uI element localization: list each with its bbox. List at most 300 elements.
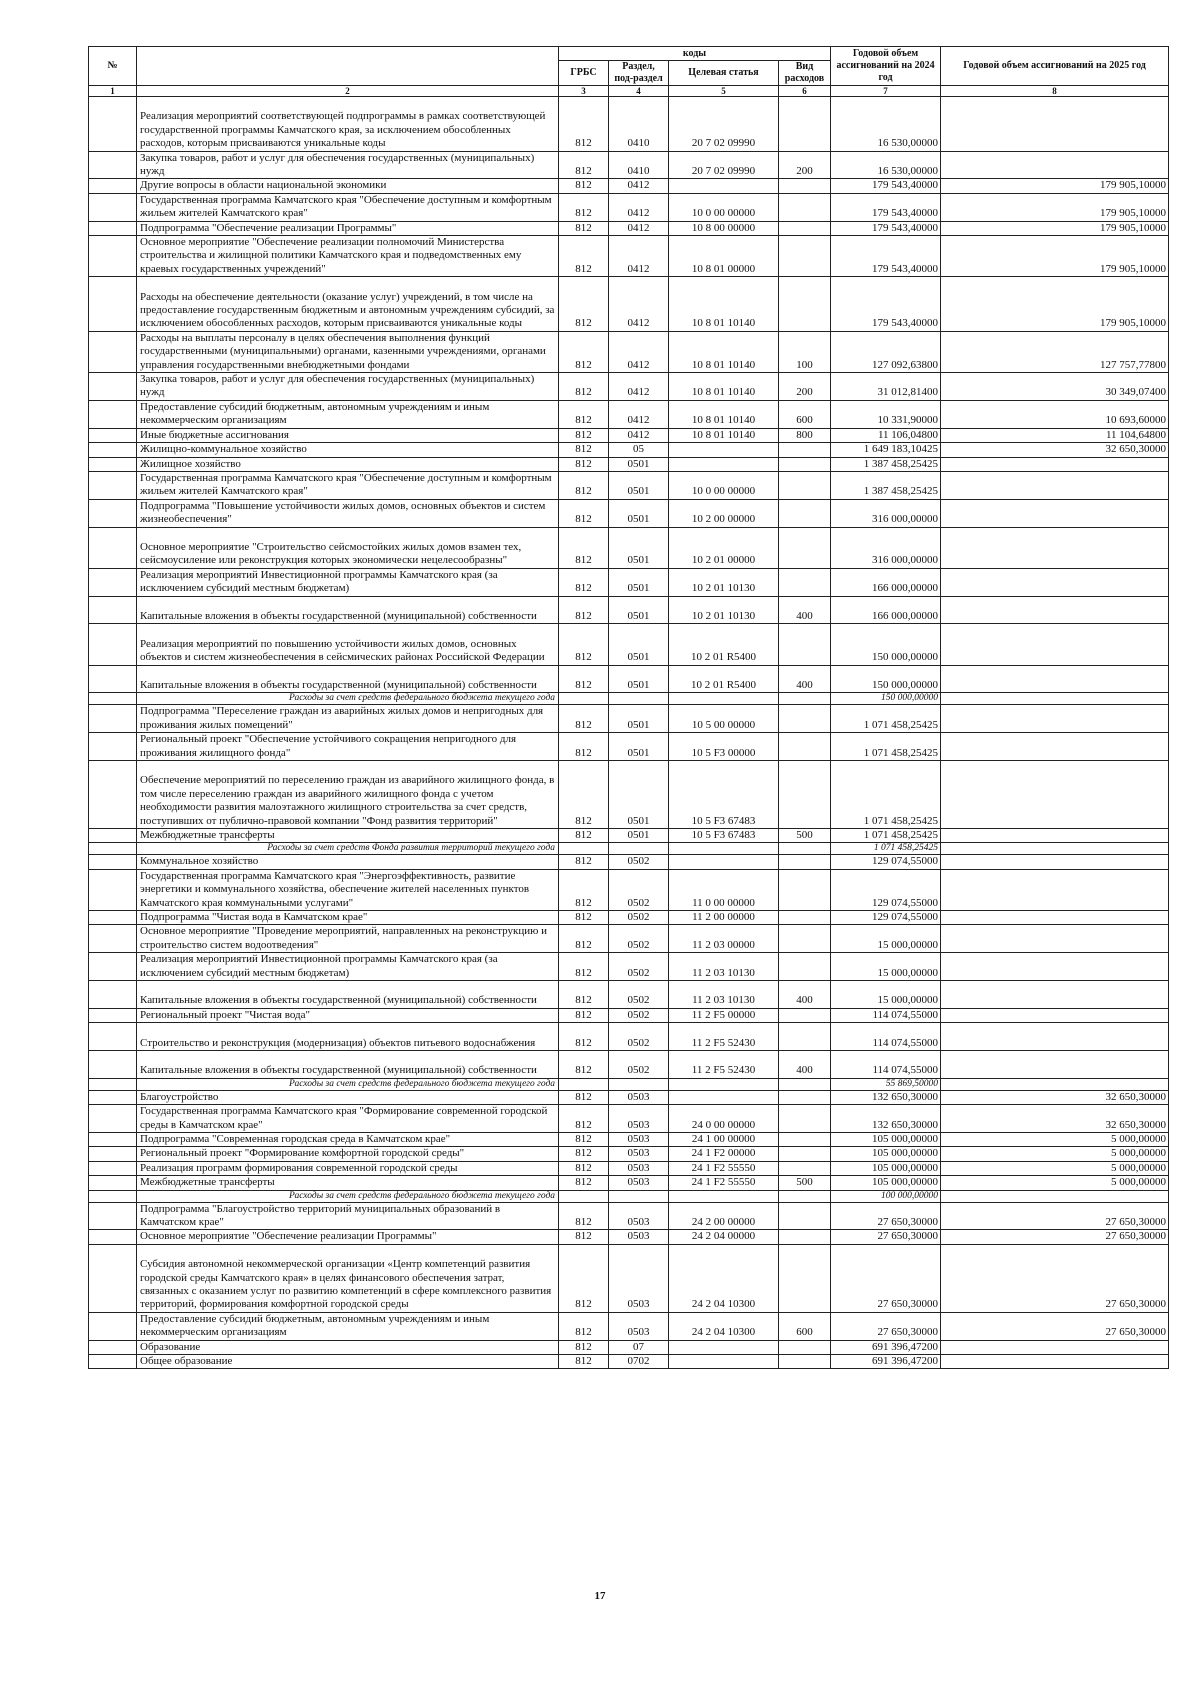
cell-num xyxy=(89,1190,137,1202)
column-numbers-row xyxy=(89,86,1169,97)
table-row xyxy=(89,1340,1169,1354)
cell-y2025: 179 905,10000 xyxy=(941,277,1169,332)
table-row xyxy=(89,705,1169,733)
cell-section: 0501 xyxy=(609,568,669,596)
cell-num xyxy=(89,331,137,372)
cell-y2025 xyxy=(941,981,1169,1009)
cell-target: 24 2 04 00000 xyxy=(669,1230,779,1244)
cell-y2024: 27 650,30000 xyxy=(831,1202,941,1230)
table-row xyxy=(89,443,1169,457)
cell-section: 0502 xyxy=(609,1023,669,1051)
cell-exptype: 400 xyxy=(779,981,831,1009)
cell-num xyxy=(89,828,137,842)
cell-grbs: 812 xyxy=(559,1105,609,1133)
table-row xyxy=(89,193,1169,221)
cell-num xyxy=(89,1051,137,1079)
cell-name: Строительство и реконструкция (модернизация) объектов питьевого водоснабжения xyxy=(137,1023,559,1051)
cell-num xyxy=(89,179,137,193)
table-row xyxy=(89,277,1169,332)
cell-num xyxy=(89,1008,137,1022)
cell-num xyxy=(89,665,137,693)
cell-y2024: 166 000,00000 xyxy=(831,596,941,624)
cell-grbs: 812 xyxy=(559,179,609,193)
cell-name: Субсидия автономной некоммерческой организации «Центр компетенций развития городской среды Камчатского края» в целях финансового обеспечения затрат, связанных с оказанием услуг по развитию компетенций в сфере комплексного развития территорий, формирования комфортной городской среды xyxy=(137,1244,559,1312)
cell-num xyxy=(89,910,137,924)
col-2025-header: Годовой объем ассигнований на 2025 год xyxy=(941,47,1169,86)
col-target-header: Целевая статья xyxy=(669,61,779,86)
table-row xyxy=(89,925,1169,953)
cell-y2024: 179 543,40000 xyxy=(831,193,941,221)
table-row xyxy=(89,499,1169,527)
cell-y2025 xyxy=(941,1355,1169,1369)
cell-y2024: 129 074,55000 xyxy=(831,869,941,910)
column-number: 4 xyxy=(609,86,669,97)
cell-y2024: 150 000,00000 xyxy=(831,624,941,665)
cell-exptype xyxy=(779,443,831,457)
cell-num xyxy=(89,1090,137,1104)
cell-target: 10 2 01 10130 xyxy=(669,596,779,624)
budget-sheet xyxy=(88,46,1168,1369)
cell-y2025: 11 104,64800 xyxy=(941,428,1169,442)
cell-section: 0501 xyxy=(609,665,669,693)
cell-y2025 xyxy=(941,665,1169,693)
cell-num xyxy=(89,869,137,910)
cell-target: 24 2 04 10300 xyxy=(669,1312,779,1340)
cell-name: Предоставление субсидий бюджетным, автономным учреждениям и иным некоммерческим организациям xyxy=(137,400,559,428)
cell-y2024: 127 092,63800 xyxy=(831,331,941,372)
cell-target: 10 2 01 R5400 xyxy=(669,624,779,665)
cell-y2025: 179 905,10000 xyxy=(941,236,1169,277)
cell-num xyxy=(89,760,137,828)
table-row xyxy=(89,471,1169,499)
cell-section: 0502 xyxy=(609,869,669,910)
cell-exptype xyxy=(779,179,831,193)
cell-grbs: 812 xyxy=(559,457,609,471)
cell-grbs: 812 xyxy=(559,925,609,953)
column-number: 2 xyxy=(137,86,559,97)
cell-num xyxy=(89,236,137,277)
cell-exptype: 100 xyxy=(779,331,831,372)
cell-grbs: 812 xyxy=(559,97,609,152)
note-row xyxy=(89,1190,1169,1202)
cell-y2025 xyxy=(941,828,1169,842)
cell-grbs xyxy=(559,693,609,705)
cell-y2025: 30 349,07400 xyxy=(941,373,1169,401)
cell-target xyxy=(669,693,779,705)
cell-y2025 xyxy=(941,568,1169,596)
cell-y2025 xyxy=(941,499,1169,527)
cell-exptype xyxy=(779,568,831,596)
cell-target xyxy=(669,843,779,855)
cell-y2025: 27 650,30000 xyxy=(941,1312,1169,1340)
cell-y2025 xyxy=(941,843,1169,855)
cell-num xyxy=(89,843,137,855)
cell-target: 10 5 F3 67483 xyxy=(669,760,779,828)
cell-y2024: 27 650,30000 xyxy=(831,1230,941,1244)
cell-y2024: 179 543,40000 xyxy=(831,179,941,193)
cell-y2025 xyxy=(941,97,1169,152)
cell-target: 24 1 F2 55550 xyxy=(669,1176,779,1190)
cell-grbs: 812 xyxy=(559,400,609,428)
cell-y2025 xyxy=(941,1051,1169,1079)
table-row xyxy=(89,1133,1169,1147)
cell-exptype xyxy=(779,1090,831,1104)
cell-section: 0412 xyxy=(609,221,669,235)
cell-num xyxy=(89,1202,137,1230)
cell-exptype xyxy=(779,1147,831,1161)
cell-y2024: 316 000,00000 xyxy=(831,527,941,568)
cell-name: Основное мероприятие "Проведение мероприятий, направленных на реконструкцию и строительство систем водоотведения" xyxy=(137,925,559,953)
cell-target: 24 1 F2 00000 xyxy=(669,1147,779,1161)
cell-exptype: 400 xyxy=(779,1051,831,1079)
cell-exptype xyxy=(779,1244,831,1312)
cell-target: 11 2 03 10130 xyxy=(669,953,779,981)
cell-y2025 xyxy=(941,910,1169,924)
cell-y2025 xyxy=(941,151,1169,179)
cell-exptype xyxy=(779,236,831,277)
table-row xyxy=(89,1090,1169,1104)
cell-target: 10 2 01 R5400 xyxy=(669,665,779,693)
cell-grbs: 812 xyxy=(559,596,609,624)
cell-exptype xyxy=(779,1340,831,1354)
table-row xyxy=(89,760,1169,828)
note-row xyxy=(89,1078,1169,1090)
cell-y2024: 316 000,00000 xyxy=(831,499,941,527)
col-section-header: Раздел, под-раздел xyxy=(609,61,669,86)
cell-y2024: 150 000,00000 xyxy=(831,693,941,705)
cell-y2025 xyxy=(941,705,1169,733)
cell-y2025: 32 650,30000 xyxy=(941,1090,1169,1104)
table-row xyxy=(89,151,1169,179)
cell-name: Основное мероприятие "Обеспечение реализации полномочий Министерства строительства и жилищной политики Камчатского края и подведомственных ему краевых государственных учреждений" xyxy=(137,236,559,277)
cell-name: Государственная программа Камчатского края "Обеспечение доступным и комфортным жильем жителей Камчатского края" xyxy=(137,471,559,499)
cell-grbs: 812 xyxy=(559,1161,609,1175)
cell-section: 0503 xyxy=(609,1147,669,1161)
cell-grbs: 812 xyxy=(559,221,609,235)
cell-y2024: 1 649 183,10425 xyxy=(831,443,941,457)
cell-exptype: 600 xyxy=(779,1312,831,1340)
table-row xyxy=(89,373,1169,401)
cell-target: 11 2 F5 52430 xyxy=(669,1051,779,1079)
cell-y2025: 10 693,60000 xyxy=(941,400,1169,428)
cell-num xyxy=(89,277,137,332)
cell-name: Общее образование xyxy=(137,1355,559,1369)
cell-grbs: 812 xyxy=(559,1340,609,1354)
cell-y2025 xyxy=(941,925,1169,953)
cell-grbs: 812 xyxy=(559,443,609,457)
cell-section: 0503 xyxy=(609,1202,669,1230)
table-row xyxy=(89,221,1169,235)
cell-section: 0501 xyxy=(609,596,669,624)
cell-y2025: 179 905,10000 xyxy=(941,221,1169,235)
cell-num xyxy=(89,443,137,457)
column-number: 3 xyxy=(559,86,609,97)
cell-name: Подпрограмма "Повышение устойчивости жилых домов, основных объектов и систем жизнеобеспечения" xyxy=(137,499,559,527)
cell-y2024: 15 000,00000 xyxy=(831,925,941,953)
cell-num xyxy=(89,1133,137,1147)
cell-section: 0501 xyxy=(609,760,669,828)
table-row xyxy=(89,236,1169,277)
cell-grbs: 812 xyxy=(559,733,609,761)
column-number: 1 xyxy=(89,86,137,97)
cell-num xyxy=(89,97,137,152)
cell-section: 05 xyxy=(609,443,669,457)
cell-name: Предоставление субсидий бюджетным, автономным учреждениям и иным некоммерческим организациям xyxy=(137,1312,559,1340)
cell-y2024: 16 530,00000 xyxy=(831,151,941,179)
cell-section: 0501 xyxy=(609,705,669,733)
cell-grbs: 812 xyxy=(559,1090,609,1104)
cell-exptype xyxy=(779,1190,831,1202)
cell-target xyxy=(669,443,779,457)
cell-target: 11 2 03 10130 xyxy=(669,981,779,1009)
cell-exptype: 400 xyxy=(779,665,831,693)
cell-y2024: 132 650,30000 xyxy=(831,1105,941,1133)
cell-name: Закупка товаров, работ и услуг для обеспечения государственных (муниципальных) нужд xyxy=(137,151,559,179)
cell-exptype: 400 xyxy=(779,596,831,624)
column-number: 5 xyxy=(669,86,779,97)
cell-target: 11 2 00 00000 xyxy=(669,910,779,924)
cell-y2024: 16 530,00000 xyxy=(831,97,941,152)
cell-y2024: 1 071 458,25425 xyxy=(831,843,941,855)
cell-name: Региональный проект "Формирование комфортной городской среды" xyxy=(137,1147,559,1161)
cell-target xyxy=(669,1340,779,1354)
cell-y2025 xyxy=(941,457,1169,471)
cell-num xyxy=(89,457,137,471)
cell-grbs: 812 xyxy=(559,1355,609,1369)
cell-name: Подпрограмма "Переселение граждан из аварийных жилых домов и непригодных для проживания жилых помещений" xyxy=(137,705,559,733)
cell-exptype xyxy=(779,1202,831,1230)
table-row xyxy=(89,179,1169,193)
cell-num xyxy=(89,1340,137,1354)
table-row xyxy=(89,428,1169,442)
cell-y2024: 27 650,30000 xyxy=(831,1244,941,1312)
cell-target: 10 8 01 10140 xyxy=(669,373,779,401)
cell-section: 0412 xyxy=(609,236,669,277)
cell-name: Основное мероприятие "Обеспечение реализации Программы" xyxy=(137,1230,559,1244)
cell-target: 10 8 01 10140 xyxy=(669,400,779,428)
cell-num xyxy=(89,693,137,705)
cell-grbs: 812 xyxy=(559,1312,609,1340)
page-number: 17 xyxy=(594,1590,606,1602)
cell-y2025: 5 000,00000 xyxy=(941,1176,1169,1190)
cell-num xyxy=(89,1244,137,1312)
cell-num xyxy=(89,568,137,596)
cell-section: 0502 xyxy=(609,1008,669,1022)
table-row xyxy=(89,457,1169,471)
cell-y2024: 114 074,55000 xyxy=(831,1008,941,1022)
cell-y2024: 1 387 458,25425 xyxy=(831,457,941,471)
cell-y2025 xyxy=(941,1340,1169,1354)
cell-section xyxy=(609,843,669,855)
cell-target: 10 2 01 00000 xyxy=(669,527,779,568)
table-row xyxy=(89,1051,1169,1079)
table-row xyxy=(89,1008,1169,1022)
cell-grbs: 812 xyxy=(559,193,609,221)
cell-exptype: 800 xyxy=(779,428,831,442)
cell-num xyxy=(89,471,137,499)
cell-section: 0503 xyxy=(609,1105,669,1133)
cell-name: Жилищно-коммунальное хозяйство xyxy=(137,443,559,457)
cell-y2024: 179 543,40000 xyxy=(831,277,941,332)
cell-grbs: 812 xyxy=(559,471,609,499)
cell-section: 0501 xyxy=(609,457,669,471)
cell-target: 10 5 F3 00000 xyxy=(669,733,779,761)
cell-num xyxy=(89,1105,137,1133)
cell-section: 0501 xyxy=(609,499,669,527)
table-row xyxy=(89,1161,1169,1175)
col-grbs-header: ГРБС xyxy=(559,61,609,86)
cell-num xyxy=(89,855,137,869)
cell-num xyxy=(89,1147,137,1161)
cell-name: Подпрограмма "Чистая вода в Камчатском крае" xyxy=(137,910,559,924)
cell-grbs: 812 xyxy=(559,953,609,981)
table-row xyxy=(89,665,1169,693)
cell-num xyxy=(89,1078,137,1090)
cell-target: 10 5 00 00000 xyxy=(669,705,779,733)
cell-y2024: 105 000,00000 xyxy=(831,1133,941,1147)
cell-grbs: 812 xyxy=(559,568,609,596)
table-row xyxy=(89,869,1169,910)
cell-y2025: 5 000,00000 xyxy=(941,1133,1169,1147)
cell-name: Региональный проект "Чистая вода" xyxy=(137,1008,559,1022)
cell-y2025 xyxy=(941,953,1169,981)
cell-exptype xyxy=(779,693,831,705)
cell-exptype: 500 xyxy=(779,1176,831,1190)
cell-exptype xyxy=(779,1355,831,1369)
cell-grbs: 812 xyxy=(559,236,609,277)
cell-num xyxy=(89,1355,137,1369)
cell-section: 0503 xyxy=(609,1133,669,1147)
cell-section: 0412 xyxy=(609,400,669,428)
col-name-header xyxy=(137,47,559,86)
cell-section: 0503 xyxy=(609,1312,669,1340)
cell-exptype xyxy=(779,1133,831,1147)
cell-name: Реализация мероприятий соответствующей подпрограммы в рамках соответствующей государственной программы Камчатского края, за исключением обособленных расходов, которым присваиваются уникальные коды xyxy=(137,97,559,152)
cell-target: 24 2 04 10300 xyxy=(669,1244,779,1312)
cell-target xyxy=(669,1090,779,1104)
cell-section: 0501 xyxy=(609,733,669,761)
cell-name: Капитальные вложения в объекты государственной (муниципальной) собственности xyxy=(137,981,559,1009)
cell-name: Расходы за счет средств Фонда развития территорий текущего года xyxy=(137,843,559,855)
cell-section: 0412 xyxy=(609,179,669,193)
cell-grbs xyxy=(559,1190,609,1202)
cell-y2024: 691 396,47200 xyxy=(831,1340,941,1354)
cell-y2024: 1 387 458,25425 xyxy=(831,471,941,499)
cell-grbs: 812 xyxy=(559,665,609,693)
cell-num xyxy=(89,1161,137,1175)
cell-section: 0502 xyxy=(609,910,669,924)
cell-num xyxy=(89,193,137,221)
cell-exptype: 600 xyxy=(779,400,831,428)
table-row xyxy=(89,981,1169,1009)
cell-y2024: 166 000,00000 xyxy=(831,568,941,596)
cell-name: Расходы за счет средств федерального бюджета текущего года xyxy=(137,1190,559,1202)
table-row xyxy=(89,1202,1169,1230)
cell-section: 0702 xyxy=(609,1355,669,1369)
cell-y2024: 150 000,00000 xyxy=(831,665,941,693)
cell-target xyxy=(669,1190,779,1202)
cell-y2025 xyxy=(941,869,1169,910)
cell-section: 0501 xyxy=(609,828,669,842)
cell-grbs: 812 xyxy=(559,1023,609,1051)
table-row xyxy=(89,1176,1169,1190)
cell-grbs: 812 xyxy=(559,910,609,924)
cell-num xyxy=(89,373,137,401)
cell-target: 10 8 01 10140 xyxy=(669,277,779,332)
cell-y2025 xyxy=(941,624,1169,665)
cell-num xyxy=(89,1312,137,1340)
cell-y2024: 10 331,90000 xyxy=(831,400,941,428)
cell-y2025: 127 757,77800 xyxy=(941,331,1169,372)
cell-y2025: 5 000,00000 xyxy=(941,1147,1169,1161)
cell-num xyxy=(89,428,137,442)
cell-target: 24 1 F2 55550 xyxy=(669,1161,779,1175)
cell-num xyxy=(89,624,137,665)
cell-name: Реализация программ формирования современной городской среды xyxy=(137,1161,559,1175)
table-row xyxy=(89,568,1169,596)
cell-name: Государственная программа Камчатского края "Формирование современной городской среды в Камчатском крае" xyxy=(137,1105,559,1133)
cell-name: Реализация мероприятий Инвестиционной программы Камчатского края (за исключением субсидий местным бюджетам) xyxy=(137,568,559,596)
cell-num xyxy=(89,596,137,624)
table-row xyxy=(89,855,1169,869)
cell-num xyxy=(89,1176,137,1190)
cell-num xyxy=(89,981,137,1009)
table-row xyxy=(89,828,1169,842)
cell-y2025: 32 650,30000 xyxy=(941,1105,1169,1133)
cell-target: 11 2 03 00000 xyxy=(669,925,779,953)
cell-exptype xyxy=(779,869,831,910)
codes-header: коды xyxy=(559,47,831,61)
budget-table xyxy=(88,46,1169,1369)
cell-y2024: 1 071 458,25425 xyxy=(831,705,941,733)
col-2024-header: Годовой объем ассигнований на 2024 год xyxy=(831,47,941,86)
cell-y2025 xyxy=(941,760,1169,828)
cell-grbs: 812 xyxy=(559,373,609,401)
cell-section: 0502 xyxy=(609,855,669,869)
cell-grbs: 812 xyxy=(559,1230,609,1244)
cell-y2025 xyxy=(941,1023,1169,1051)
cell-section: 0502 xyxy=(609,925,669,953)
cell-grbs: 812 xyxy=(559,624,609,665)
cell-section: 0501 xyxy=(609,471,669,499)
cell-exptype xyxy=(779,624,831,665)
cell-name: Обеспечение мероприятий по переселению граждан из аварийного жилищного фонда, в том числе переселению граждан из аварийного жилищного фонда с учетом необходимости развития малоэтажного жилищного строительства за счет средств, поступивших от публично-правовой компании "Фонд развития территорий" xyxy=(137,760,559,828)
cell-section: 0501 xyxy=(609,527,669,568)
cell-y2024: 105 000,00000 xyxy=(831,1161,941,1175)
cell-section: 0412 xyxy=(609,428,669,442)
cell-section: 0412 xyxy=(609,331,669,372)
cell-exptype xyxy=(779,1161,831,1175)
cell-name: Другие вопросы в области национальной экономики xyxy=(137,179,559,193)
cell-exptype: 200 xyxy=(779,151,831,179)
cell-target xyxy=(669,1078,779,1090)
cell-exptype xyxy=(779,953,831,981)
cell-y2024: 179 543,40000 xyxy=(831,236,941,277)
cell-target: 10 0 00 00000 xyxy=(669,193,779,221)
col-num-header: № xyxy=(89,47,137,86)
cell-exptype xyxy=(779,277,831,332)
cell-y2024: 15 000,00000 xyxy=(831,981,941,1009)
cell-y2025 xyxy=(941,693,1169,705)
cell-y2025 xyxy=(941,527,1169,568)
table-row xyxy=(89,1023,1169,1051)
cell-num xyxy=(89,527,137,568)
cell-exptype xyxy=(779,97,831,152)
cell-y2024: 105 000,00000 xyxy=(831,1176,941,1190)
cell-exptype xyxy=(779,760,831,828)
table-row xyxy=(89,953,1169,981)
cell-target: 11 2 F5 00000 xyxy=(669,1008,779,1022)
